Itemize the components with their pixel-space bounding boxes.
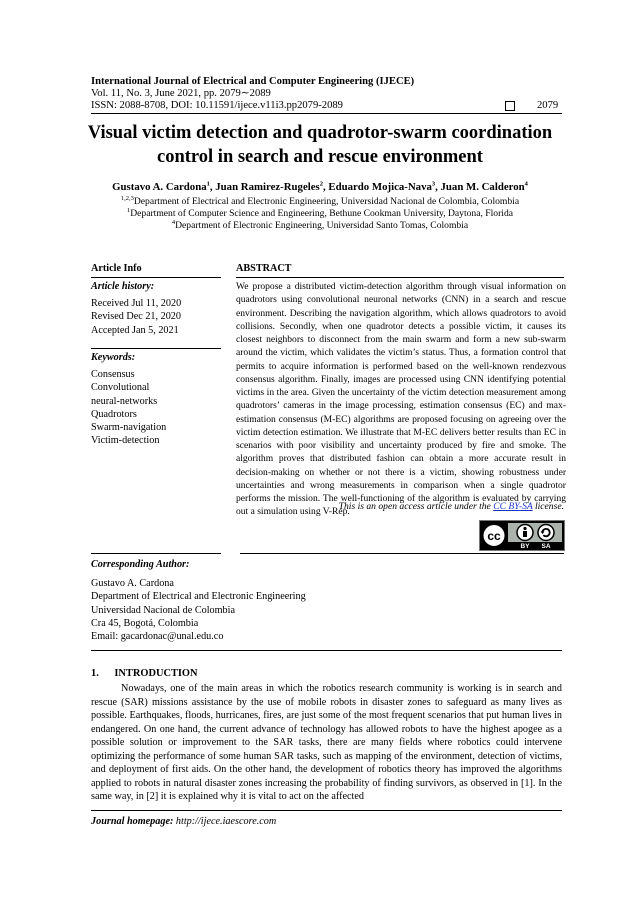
author-name: Eduardo Mojica-Nava [328, 181, 432, 193]
cc-license-badge[interactable] [479, 520, 565, 551]
author-sup: 3 [431, 180, 436, 188]
history-item: Accepted Jan 5, 2021 [91, 324, 179, 336]
article-info-heading: Article Info [91, 263, 142, 274]
homepage-label: Journal homepage: [91, 816, 174, 827]
corresponding-heading: Corresponding Author: [91, 559, 190, 570]
keyword-item: neural-networks [91, 395, 158, 407]
square-icon [505, 101, 515, 111]
volume-line: Vol. 11, No. 3, June 2021, pp. 2079∼2089 [91, 88, 271, 99]
university-line: Universidad Nacional de Colombia [91, 604, 236, 616]
footer-divider [91, 810, 562, 811]
issn-line: ISSN: 2088-8708, DOI: 10.11591/ijece.v11i3.pp2079-2089 [91, 100, 343, 111]
section-heading-introduction: 1. INTRODUCTION [91, 668, 198, 679]
affiliation-sup: 1 [126, 206, 131, 214]
divider [91, 553, 221, 554]
author-name: Gustavo A. Cardona [112, 181, 207, 193]
author-sep: , [435, 181, 441, 193]
divider [240, 553, 564, 554]
page-number: 2079 [537, 100, 559, 111]
author-sup: 4 [524, 180, 528, 188]
author-name-line: Gustavo A. Cardona [91, 578, 174, 589]
history-heading: Article history: [91, 281, 155, 292]
affiliation [40, 208, 600, 220]
affiliation [40, 220, 600, 232]
keyword-item: Convolutional [91, 382, 150, 394]
cc-sa-label: SA [541, 543, 551, 550]
keywords-list [91, 368, 221, 448]
open-access-note [300, 501, 564, 512]
address-line: Cra 45, Bogotá, Colombia [91, 617, 199, 629]
history-item: Received Jul 11, 2020 [91, 298, 182, 309]
corresponding-details [91, 577, 306, 643]
affiliation-sup: 4 [171, 218, 176, 226]
paper-title: Visual victim detection and quadrotor-swarm coordination control in search and rescue environment [87, 123, 553, 167]
affiliation-text: Department of Computer Science and Engineering, Bethune Cookman University, Daytona, Florida [130, 208, 514, 219]
cc-badge-graphic [480, 521, 564, 550]
oa-prefix: This is an open access article under the [338, 501, 494, 512]
author-name: Juan Ramirez-Rugeles [215, 181, 320, 193]
keyword-item: Swarm-navigation [91, 422, 167, 434]
journal-homepage [91, 816, 276, 827]
history-item: Revised Dec 21, 2020 [91, 311, 181, 323]
abstract-heading: ABSTRACT [236, 263, 292, 274]
affiliation-text: Department of Electronic Engineering, Universidad Santo Tomas, Colombia [175, 220, 469, 231]
author-sep: , [323, 181, 329, 193]
author-sup: 2 [319, 180, 323, 188]
header-divider [91, 113, 562, 114]
homepage-url[interactable]: http://ijece.iaescore.com [175, 816, 277, 827]
journal-name: International Journal of Electrical and Computer Engineering (IJECE) [91, 76, 415, 87]
history-list [91, 297, 221, 337]
oa-suffix: license. [532, 501, 564, 512]
share-alike-icon [538, 525, 554, 541]
divider [91, 277, 221, 278]
affiliation [40, 196, 600, 208]
keyword-item: Quadrotors [91, 408, 137, 420]
divider [91, 348, 221, 349]
abstract-text: We propose a distributed victim-detection algorithm through visual information on quadrotors using convolutional neuronal networks (CNN) in a search and rescue environment. Describing the navigation algorithm, which allows quadrotors to avoid collisions. Secondly, when one quadrotor detects a possible victim, it causes its closest neighbors to disconnect from the main swarm and form a new sub-swarm around the victim, which validates the victim’s status. Thus, a formation control that permits to acquire information is performed based on the well-known rendezvous consensus algorithm. Finally, images are processed using CNN identifying potential victims in the area. Given the uncertainty of the victim detection measurement among quadrotors’ cameras in the image processing, estimation consensus (EC) and max-estimation consensus (M-EC) algorithms are proposed focusing on agreeing over the victim detection estimation. We illustrate that M-EC delivers better results than EC in scenarios with poor visibility and uncertainty produced by fire and smoke. The algorithm proves that distributed fashion can obtain a more accurate result in decision-making on whether or not there is a victim, showing robustness under uncertainties and wrong measurements in comparison when a single quadrotor performs the mission. The well-functioning of the algorithm is evaluated by carrying out a simulation using V-Rep. [236, 281, 566, 518]
keywords-heading: Keywords: [91, 352, 136, 363]
divider [91, 650, 562, 651]
divider [236, 277, 564, 278]
author-sup: 1 [206, 180, 210, 188]
keyword-item: Victim-detection [91, 435, 160, 447]
svg-text:cc: cc [487, 529, 501, 543]
cc-by-label: BY [520, 543, 530, 550]
author-list [60, 181, 580, 193]
email-line[interactable]: Email: gacardonac@unal.edu.co [91, 631, 224, 643]
department-line: Department of Electrical and Electronic Engineering [91, 591, 306, 603]
affiliation-sup: 1,2,3 [120, 194, 134, 202]
affiliation-text: Department of Electrical and Electronic Engineering, Universidad Nacional de Colombia, Colombia [133, 196, 520, 207]
author-sep: , [209, 181, 216, 193]
keyword-item: Consensus [91, 369, 135, 380]
author-name: Juan M. Calderon [440, 181, 525, 193]
cc-by-sa-link[interactable]: CC BY-SA [493, 501, 533, 512]
introduction-paragraph [91, 682, 562, 804]
introduction-text: Nowadays, one of the main areas in which the robotics research community is working is in search and rescue (SAR) missions assistance by the use of mobile robots in disaster zones to safeguard as many lives as possible. Earthquakes, floods, hurricanes, fires, are just some of the most frequent scenarios that put human lives in endangered. On one hand, the current advance of technology has allowed robots to have the highest apogee as a possible solution or improvement to the SAR tasks, there are many fields where robotics could intervene optimizing the performance of some human SAR tasks, such as mapping of the environment, detection of victims, and deployment of first aids. On the other hand, the development of robotics theory has improved the algorithms applied to robots in natural disaster zones increasing the probability of finding survivors, as observed in [1]. In the same way, in [2] it is explained why it is vital to act on the affected [91, 683, 562, 802]
